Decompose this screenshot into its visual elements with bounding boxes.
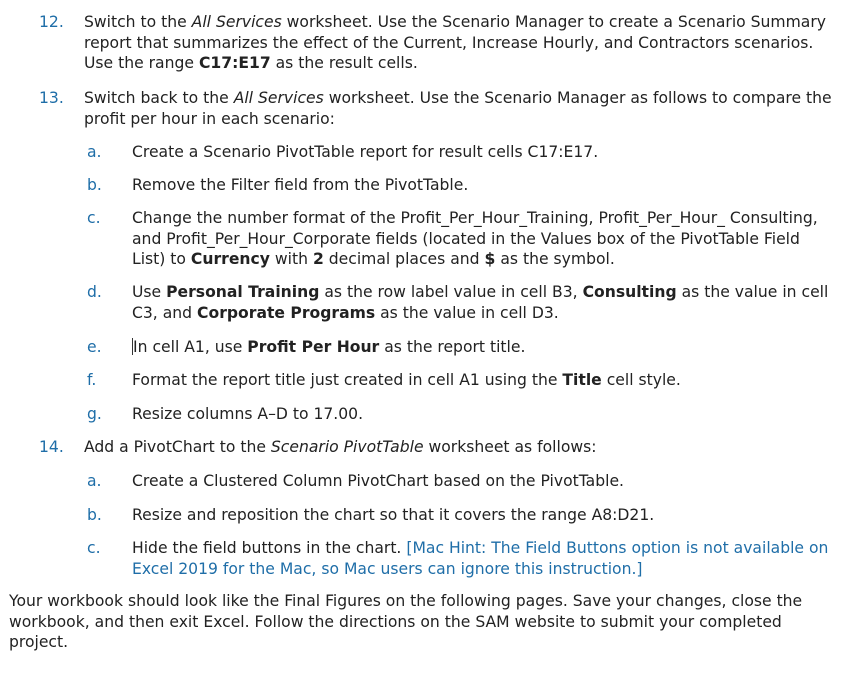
step-13c-text: Change the number format of the Profit_Per_Hour_Training, Profit_Per_Hour_ Consulting, and Profit_Per_Hour_Corporate fields (located in the Values box of the PivotTable Field List) to Currency with 2 decimal places and $ as the symbol. xyxy=(132,209,818,269)
step-13a-letter: a. xyxy=(87,143,102,161)
step-14a-text: Create a Clustered Column PivotChart based on the PivotTable. xyxy=(132,472,625,490)
step-14b-text: Resize and reposition the chart so that it covers the range A8:D21. xyxy=(132,506,655,524)
step-14c-letter: c. xyxy=(87,539,101,557)
step-13-number: 13. xyxy=(39,89,64,107)
step-12-text: Switch to the All Services worksheet. Use the Scenario Manager to create a Scenario Summary report that summarizes the effect of the Current, Increase Hourly, and Contractors scenarios. Use the range C17:E17 as the result cells. xyxy=(84,13,827,73)
step-13-text: Switch back to the All Services worksheet. Use the Scenario Manager as follows to compare the profit per hour in each scenario: xyxy=(84,89,832,128)
step-12-number: 12. xyxy=(39,13,64,31)
step-13g-text: Resize columns A–D to 17.00. xyxy=(132,405,364,423)
mac-hint: [Mac Hint: The Field Buttons option is not available on Excel 2019 for the Mac, so Mac users can ignore this instruction.] xyxy=(132,539,829,578)
step-13c-letter: c. xyxy=(87,209,101,227)
step-13e-letter: e. xyxy=(87,338,102,356)
step-13b-letter: b. xyxy=(87,176,102,194)
step-13d-letter: d. xyxy=(87,283,102,301)
step-13g-letter: g. xyxy=(87,405,102,423)
step-14a-letter: a. xyxy=(87,472,102,490)
step-13a-text: Create a Scenario PivotTable report for result cells C17:E17. xyxy=(132,143,599,161)
step-13f-text: Format the report title just created in cell A1 using the Title cell style. xyxy=(132,371,681,389)
step-14b-letter: b. xyxy=(87,506,102,524)
closing-paragraph: Your workbook should look like the Final Figures on the following pages. Save your changes, close the workbook, and then exit Excel. Follow the directions on the SAM website to submit your completed project. xyxy=(9,592,803,652)
step-13d-text: Use Personal Training as the row label value in cell B3, Consulting as the value in cell C3, and Corporate Programs as the value in cell D3. xyxy=(132,283,829,322)
step-14c-text: Hide the field buttons in the chart. [Mac Hint: The Field Buttons option is not available on Excel 2019 for the Mac, so Mac users can ignore this instruction.] xyxy=(132,539,829,578)
step-14-text: Add a PivotChart to the Scenario PivotTable worksheet as follows: xyxy=(84,438,597,456)
step-13b-text: Remove the Filter field from the PivotTable. xyxy=(132,176,469,194)
step-13e-text: In cell A1, use Profit Per Hour as the report title. xyxy=(133,338,526,356)
step-14-number: 14. xyxy=(39,438,64,456)
step-13f-letter: f. xyxy=(87,371,97,389)
